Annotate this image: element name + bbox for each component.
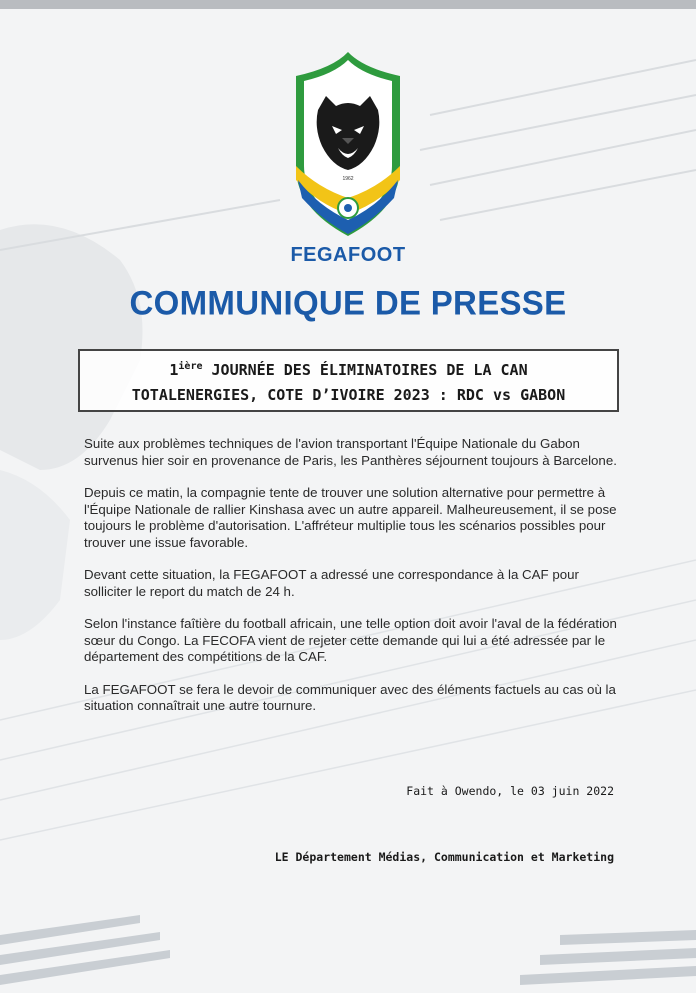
paragraph: Suite aux problèmes techniques de l'avion transportant l'Équipe Nationale du Gabon survenus hier soir en provenance de Paris, les Panthères séjournent toujours à Barcelone.: [84, 436, 617, 468]
paragraph: Depuis ce matin, la compagnie tente de trouver une solution alternative pour permettre à l'Équipe Nationale de rallier Kinshasa avec un autre appareil. Malheureusement, il se pose toujours le problème d'autorisation. L'affréteur multiplie tous les scénarios possibles pour trouver une issue favorable.: [84, 485, 617, 550]
brand-name: FEGAFOOT: [290, 244, 406, 266]
panther-crest-icon: [288, 48, 408, 244]
headline-line-1: [80, 361, 617, 379]
paragraph: Devant cette situation, la FEGAFOOT a adressé une correspondance à la CAF pour solliciter le report du match de 24 h.: [84, 567, 579, 599]
headline-line-1-text: JOURNÉE DES ÉLIMINATOIRES DE LA CAN: [202, 361, 528, 379]
headline-ordinal: 1: [169, 361, 179, 379]
paragraph: La FEGAFOOT se fera le devoir de communiquer avec des éléments factuels au cas où la situation connaîtrait une autre tournure.: [84, 681, 616, 713]
headline-line-2: TOTALENERGIES, COTE D’IVOIRE 2023 : RDC vs GABON: [131, 386, 566, 404]
paragraph: Selon l'instance faîtière du football africain, une telle option doit avoir l'aval de la fédération sœur du Congo. La FECOFA vient de rejeter cette demande qui lui a été adressée par le département des compétitions de la CAF.: [84, 616, 617, 664]
press-release-body: [84, 436, 618, 731]
department-signature: LE Département Médias, Communication et Marketing: [274, 850, 614, 864]
date-line: Fait à Owendo, le 03 juin 2022: [406, 784, 614, 798]
headline-ordinal-suffix: ière: [178, 361, 203, 372]
crest-year: 1962: [342, 176, 354, 182]
page-title: COMMUNIQUE DE PRESSE: [129, 283, 567, 322]
headline-box: [78, 349, 619, 412]
